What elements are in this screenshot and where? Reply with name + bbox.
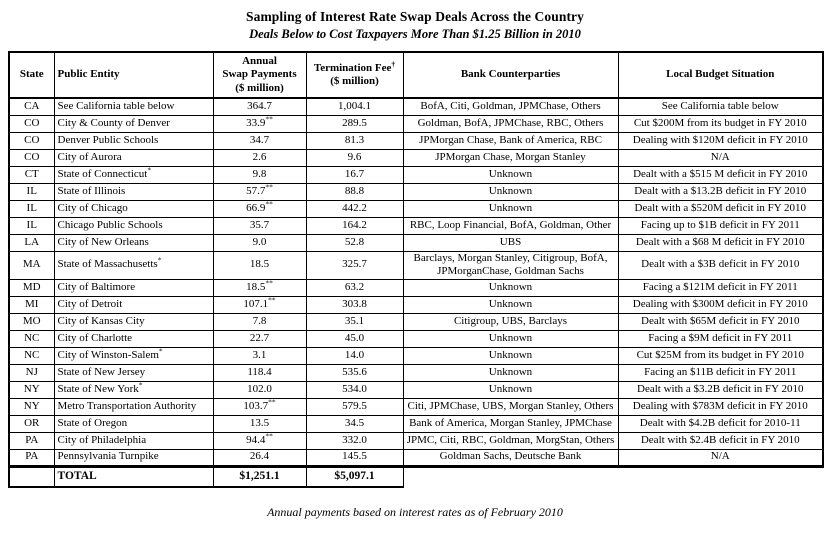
header-annual-line3: ($ million) — [235, 81, 284, 94]
cell-entity: City of Aurora — [54, 149, 213, 166]
cell-termination: 164.2 — [306, 217, 403, 234]
cell-entity: Metro Transportation Authority — [54, 398, 213, 415]
table-row — [9, 200, 823, 217]
cell-termination: 63.2 — [306, 279, 403, 296]
table-row — [9, 98, 823, 115]
page-title: Sampling of Interest Rate Swap Deals Across the Country — [245, 9, 584, 24]
cell-state: OR — [9, 415, 54, 432]
header-annual-line1: Annual — [242, 55, 277, 68]
cell-banks: BofA, Citi, Goldman, JPMChase, Others — [403, 98, 618, 115]
cell-entity: City of New Orleans — [54, 234, 213, 251]
cell-annual: 2.6 — [213, 149, 306, 166]
cell-annual: 33.9** — [213, 115, 306, 132]
table-row — [9, 449, 823, 466]
cell-annual: 9.8 — [213, 166, 306, 183]
cell-termination: 303.8 — [306, 296, 403, 313]
cell-termination: 1,004.1 — [306, 98, 403, 115]
cell-entity: City of Philadelphia — [54, 432, 213, 449]
cell-banks: JPMC, Citi, RBC, Goldman, MorgStan, Others — [403, 432, 618, 449]
cell-annual: 66.9** — [213, 200, 306, 217]
cell-annual: 26.4 — [213, 449, 306, 466]
cell-state: PA — [9, 449, 54, 466]
cell-banks: JPMorgan Chase, Morgan Stanley — [403, 149, 618, 166]
cell-annual: 13.5 — [213, 415, 306, 432]
header-termination-fee — [306, 52, 403, 98]
cell-state: MA — [9, 251, 54, 279]
cell-annual: 57.7** — [213, 183, 306, 200]
cell-termination: 289.5 — [306, 115, 403, 132]
cell-termination: 45.0 — [306, 330, 403, 347]
cell-budget: Dealt with a $13.2B deficit in FY 2010 — [618, 183, 823, 200]
cell-annual: 35.7 — [213, 217, 306, 234]
table-row — [9, 183, 823, 200]
cell-banks: Unknown — [403, 279, 618, 296]
cell-annual: 9.0 — [213, 234, 306, 251]
cell-termination: 325.7 — [306, 251, 403, 279]
cell-banks: Unknown — [403, 381, 618, 398]
cell-state: IL — [9, 217, 54, 234]
table-row — [9, 296, 823, 313]
cell-state: MO — [9, 313, 54, 330]
cell-entity: City of Winston-Salem* — [54, 347, 213, 364]
cell-banks: Unknown — [403, 183, 618, 200]
table-row — [9, 217, 823, 234]
cell-entity: State of New York* — [54, 381, 213, 398]
total-annual: $1,251.1 — [213, 466, 306, 487]
cell-budget: Dealt with $65M deficit in FY 2010 — [618, 313, 823, 330]
footnote-annual-payments: Annual payments based on interest rates as of February 2010 — [267, 505, 563, 519]
cell-banks: JPMorgan Chase, Bank of America, RBC — [403, 132, 618, 149]
cell-termination: 52.8 — [306, 234, 403, 251]
cell-annual: 103.7** — [213, 398, 306, 415]
cell-entity: City of Baltimore — [54, 279, 213, 296]
table-row — [9, 313, 823, 330]
table-row — [9, 432, 823, 449]
header-state: State — [9, 52, 54, 98]
cell-budget: Dealing with $783M deficit in FY 2010 — [618, 398, 823, 415]
cell-budget: See California table below — [618, 98, 823, 115]
table-row — [9, 347, 823, 364]
total-blank-budget — [618, 466, 823, 487]
table-row — [9, 149, 823, 166]
cell-state: CO — [9, 132, 54, 149]
cell-state: LA — [9, 234, 54, 251]
cell-banks: Barclays, Morgan Stanley, Citigroup, BofA, JPMorganChase, Goldman Sachs — [403, 251, 618, 279]
cell-state: NC — [9, 330, 54, 347]
swap-deals-table — [8, 51, 824, 488]
cell-budget: Dealt with a $3.2B deficit in FY 2010 — [618, 381, 823, 398]
cell-termination: 9.6 — [306, 149, 403, 166]
cell-banks: Unknown — [403, 364, 618, 381]
cell-annual: 364.7 — [213, 98, 306, 115]
cell-annual: 94.4** — [213, 432, 306, 449]
table-row — [9, 115, 823, 132]
cell-annual: 22.7 — [213, 330, 306, 347]
cell-annual: 18.5 — [213, 251, 306, 279]
cell-banks: Unknown — [403, 330, 618, 347]
cell-budget: N/A — [618, 149, 823, 166]
cell-banks: Bank of America, Morgan Stanley, JPMChase — [403, 415, 618, 432]
table-row — [9, 234, 823, 251]
table-row — [9, 398, 823, 415]
table-row — [9, 330, 823, 347]
cell-entity: State of Illinois — [54, 183, 213, 200]
header-public-entity: Public Entity — [54, 52, 213, 98]
cell-budget: Dealt with a $3B deficit in FY 2010 — [618, 251, 823, 279]
cell-annual: 18.5** — [213, 279, 306, 296]
cell-budget: Dealing with $300M deficit in FY 2010 — [618, 296, 823, 313]
table-row — [9, 132, 823, 149]
table-row — [9, 279, 823, 296]
cell-entity: Denver Public Schools — [54, 132, 213, 149]
total-state-cell — [9, 466, 54, 487]
cell-budget: Dealt with $4.2B deficit for 2010-11 — [618, 415, 823, 432]
cell-budget: Dealt with $2.4B deficit in FY 2010 — [618, 432, 823, 449]
table-row — [9, 251, 823, 279]
cell-banks: Goldman, BofA, JPMChase, RBC, Others — [403, 115, 618, 132]
cell-state: NY — [9, 398, 54, 415]
header-bank-counterparties: Bank Counterparties — [403, 52, 618, 98]
cell-banks: Unknown — [403, 166, 618, 183]
cell-termination: 442.2 — [306, 200, 403, 217]
cell-budget: Facing an $11B deficit in FY 2011 — [618, 364, 823, 381]
table-row — [9, 166, 823, 183]
cell-state: CT — [9, 166, 54, 183]
cell-annual: 118.4 — [213, 364, 306, 381]
cell-entity: Pennsylvania Turnpike — [54, 449, 213, 466]
cell-budget: Facing a $9M deficit in FY 2011 — [618, 330, 823, 347]
cell-termination: 35.1 — [306, 313, 403, 330]
cell-banks: Citigroup, UBS, Barclays — [403, 313, 618, 330]
cell-termination: 14.0 — [306, 347, 403, 364]
cell-termination: 16.7 — [306, 166, 403, 183]
cell-state: MI — [9, 296, 54, 313]
table-row — [9, 415, 823, 432]
cell-budget: Dealing with $120M deficit in FY 2010 — [618, 132, 823, 149]
cell-state: NJ — [9, 364, 54, 381]
cell-state: PA — [9, 432, 54, 449]
cell-annual: 107.1** — [213, 296, 306, 313]
cell-entity: State of New Jersey — [54, 364, 213, 381]
cell-banks: Unknown — [403, 200, 618, 217]
table-row — [9, 364, 823, 381]
total-row — [9, 466, 823, 487]
cell-termination: 81.3 — [306, 132, 403, 149]
cell-banks: Citi, JPMChase, UBS, Morgan Stanley, Others — [403, 398, 618, 415]
cell-budget: Facing a $121M deficit in FY 2011 — [618, 279, 823, 296]
cell-state: CA — [9, 98, 54, 115]
cell-budget: Cut $200M from its budget in FY 2010 — [618, 115, 823, 132]
cell-state: IL — [9, 200, 54, 217]
cell-termination: 579.5 — [306, 398, 403, 415]
total-termination: $5,097.1 — [306, 466, 403, 487]
cell-state: CO — [9, 115, 54, 132]
footnote-marker: † — [391, 59, 396, 69]
cell-entity: City & County of Denver — [54, 115, 213, 132]
header-termination-line2: ($ million) — [330, 75, 379, 87]
cell-annual: 102.0 — [213, 381, 306, 398]
cell-banks: UBS — [403, 234, 618, 251]
table-row — [9, 381, 823, 398]
cell-entity: City of Chicago — [54, 200, 213, 217]
cell-budget: Cut $25M from its budget in FY 2010 — [618, 347, 823, 364]
cell-budget: Dealt with a $520M deficit in FY 2010 — [618, 200, 823, 217]
cell-entity: State of Massachusetts* — [54, 251, 213, 279]
cell-entity: Chicago Public Schools — [54, 217, 213, 234]
cell-state: CO — [9, 149, 54, 166]
cell-termination: 145.5 — [306, 449, 403, 466]
cell-termination: 535.6 — [306, 364, 403, 381]
cell-termination: 332.0 — [306, 432, 403, 449]
cell-banks: Unknown — [403, 296, 618, 313]
cell-state: IL — [9, 183, 54, 200]
cell-state: MD — [9, 279, 54, 296]
header-annual-swap-payments — [213, 52, 306, 98]
cell-banks: Goldman Sachs, Deutsche Bank — [403, 449, 618, 466]
table-header-row — [9, 52, 823, 98]
header-local-budget: Local Budget Situation — [618, 52, 823, 98]
total-blank-banks — [403, 466, 618, 487]
header-termination-line1: Termination Fee† — [313, 59, 396, 74]
cell-budget: N/A — [618, 449, 823, 466]
header-annual-line2: Swap Payments — [222, 68, 297, 81]
cell-annual: 3.1 — [213, 347, 306, 364]
cell-banks: RBC, Loop Financial, BofA, Goldman, Other — [403, 217, 618, 234]
cell-entity: State of Connecticut* — [54, 166, 213, 183]
cell-budget: Facing up to $1B deficit in FY 2011 — [618, 217, 823, 234]
cell-entity: City of Charlotte — [54, 330, 213, 347]
cell-termination: 88.8 — [306, 183, 403, 200]
total-label: TOTAL — [54, 466, 213, 487]
cell-entity: City of Kansas City — [54, 313, 213, 330]
cell-termination: 534.0 — [306, 381, 403, 398]
cell-entity: State of Oregon — [54, 415, 213, 432]
cell-annual: 7.8 — [213, 313, 306, 330]
page-subtitle: Deals Below to Cost Taxpayers More Than $1.25 Billion in 2010 — [249, 27, 581, 41]
cell-state: NC — [9, 347, 54, 364]
cell-state: NY — [9, 381, 54, 398]
cell-entity: City of Detroit — [54, 296, 213, 313]
cell-annual: 34.7 — [213, 132, 306, 149]
cell-entity: See California table below — [54, 98, 213, 115]
cell-termination: 34.5 — [306, 415, 403, 432]
cell-banks: Unknown — [403, 347, 618, 364]
cell-budget: Dealt with a $68 M deficit in FY 2010 — [618, 234, 823, 251]
cell-budget: Dealt with a $515 M deficit in FY 2010 — [618, 166, 823, 183]
